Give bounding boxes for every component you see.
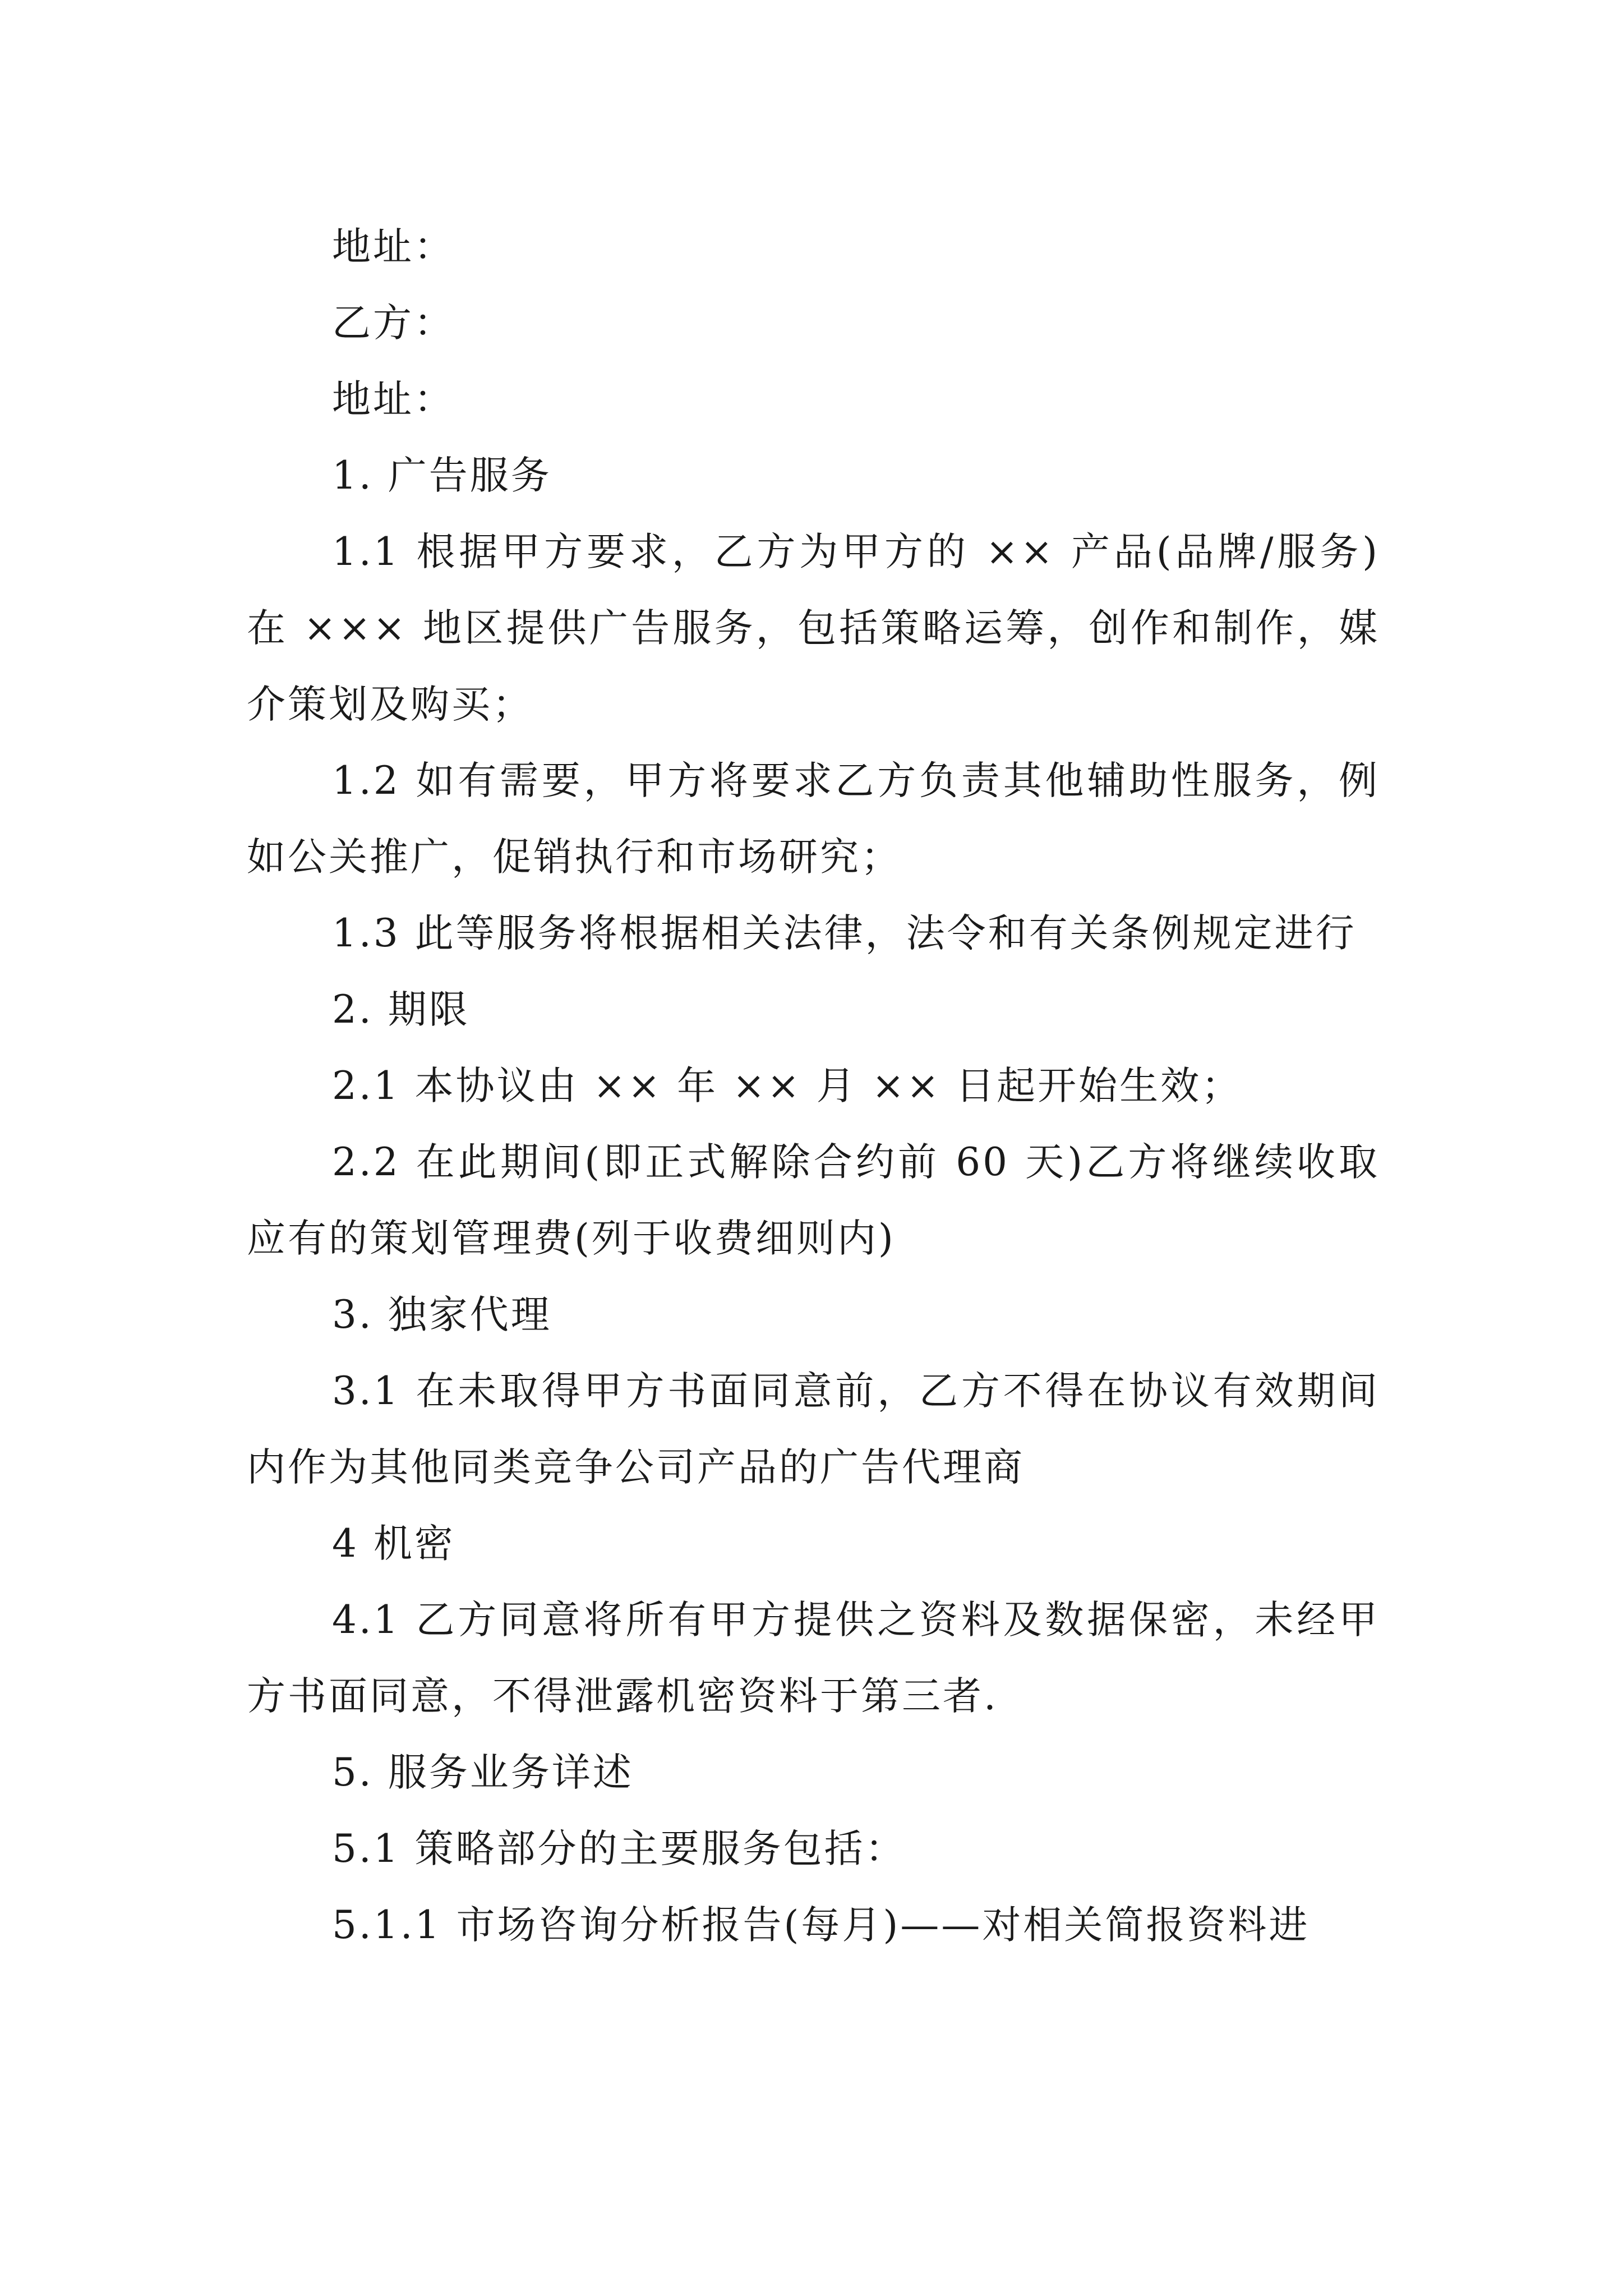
section-heading-1: 1. 广告服务 — [332, 453, 552, 498]
address-line-party-b: 地址： — [332, 377, 455, 422]
address-line-party-a: 地址： — [332, 224, 455, 269]
clause-5-1: 5.1 策略部分的主要服务包括： — [332, 1826, 906, 1871]
clause-1-2: 1.2 如有需要，甲方将要求乙方负责其他辅助性服务，例如公关推广，促销执行和市场研究； — [247, 758, 1380, 880]
party-b-line: 乙方： — [332, 301, 455, 346]
clause-2-1: 2.1 本协议由 ×× 年 ×× 月 ×× 日起开始生效； — [332, 1064, 1243, 1108]
clause-1-3: 1.3 此等服务将根据相关法律，法令和有关条例规定进行 — [332, 911, 1357, 956]
clause-3-1: 3.1 在未取得甲方书面同意前，乙方不得在协议有效期间内作为其他同类竞争公司产品的广告代理商 — [247, 1369, 1380, 1490]
clause-5-1-1: 5.1.1 市场咨询分析报告(每月)——对相关简报资料进 — [332, 1903, 1310, 1948]
section-heading-2: 2. 期限 — [332, 987, 470, 1032]
document-body — [247, 209, 1380, 1963]
clause-1-1: 1.1 根据甲方要求，乙方为甲方的 ×× 产品(品牌/服务)在 ××× 地区提供广告服务，包括策略运筹，创作和制作，媒介策划及购买； — [247, 530, 1380, 727]
clause-2-2: 2.2 在此期间(即正式解除合约前 60 天)乙方将继续收取应有的策划管理费(列于收费细则内) — [247, 1140, 1380, 1261]
section-heading-3: 3. 独家代理 — [332, 1292, 552, 1337]
clause-4-1: 4.1 乙方同意将所有甲方提供之资料及数据保密，未经甲方书面同意，不得泄露机密资料于第三者. — [247, 1598, 1380, 1719]
section-heading-4: 4 机密 — [332, 1521, 455, 1566]
section-heading-5: 5. 服务业务详述 — [332, 1750, 634, 1795]
